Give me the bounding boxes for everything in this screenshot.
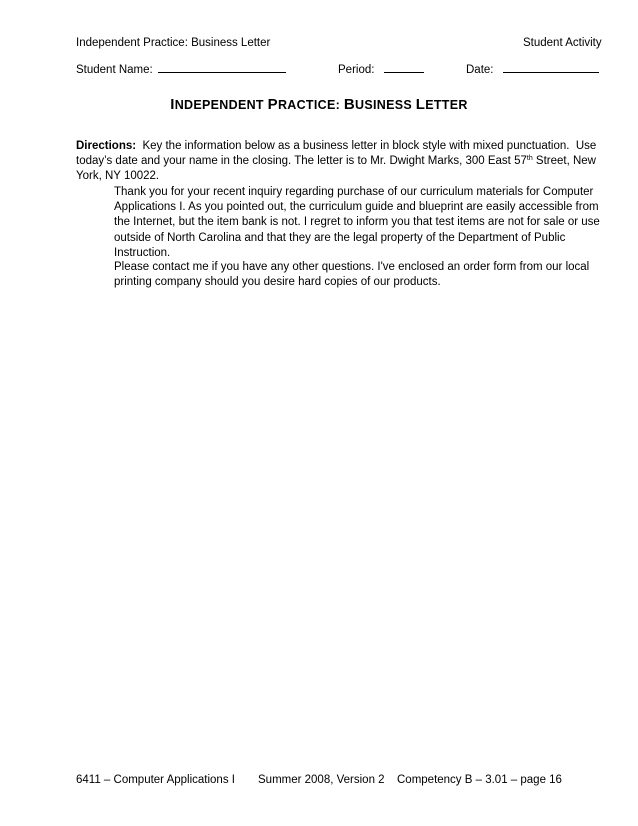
letter-p1-line: Applications I. As you pointed out, the curriculum guide and blueprint are easily accessible from	[114, 201, 599, 214]
header-right: Student Activity	[523, 37, 602, 49]
directions-label: Directions:	[76, 140, 137, 152]
period-blank	[384, 71, 424, 73]
title-cap-2: P	[267, 96, 278, 113]
directions-line-2	[76, 154, 596, 169]
directions-paragraph	[76, 139, 596, 185]
directions-line-3: York, NY 10022.	[76, 170, 160, 183]
directions-superscript: th	[526, 155, 533, 163]
date-field	[466, 64, 599, 76]
title-rest-2: RACTICE:	[277, 98, 341, 112]
letter-p1-line: outside of North Carolina and that they are the legal property of the Department of Public	[114, 231, 566, 244]
page-title	[0, 96, 638, 113]
student-name-blank	[158, 71, 286, 73]
title-rest-4: ETTER	[425, 98, 468, 112]
period-label: Period:	[338, 64, 375, 76]
letter-p2-line: printing company should you desire hard copies of our products.	[114, 276, 441, 289]
footer-course: 6411 – Computer Applications I	[76, 774, 235, 786]
title-cap-3: B	[343, 96, 355, 113]
date-blank	[503, 71, 599, 73]
period-field	[338, 64, 424, 76]
directions-text-2: today’s date and your name in the closing. The letter is to Mr. Dwight Marks, 300 East 57	[76, 155, 527, 168]
student-name-field	[76, 64, 286, 76]
footer-version: Summer 2008, Version 2	[258, 774, 385, 786]
directions-text-1: Key the information below as a business letter in block style with mixed punctuation. Use	[136, 140, 597, 152]
title-rest-3: USINESS	[355, 98, 412, 112]
letter-p1-line: Thank you for your recent inquiry regarding purchase of our curriculum materials for Computer	[114, 186, 594, 198]
letter-p2-line: Please contact me if you have any other questions. I've enclosed an order form from our local	[114, 261, 590, 273]
date-label: Date:	[466, 64, 494, 76]
student-name-label: Student Name:	[76, 64, 153, 76]
footer-competency: Competency B – 3.01 – page 16	[397, 774, 562, 786]
letter-paragraph-2	[114, 260, 589, 290]
letter-p1-line: Instruction.	[114, 246, 171, 259]
directions-text-2b: Street, New	[532, 155, 596, 168]
title-cap-4: L	[415, 96, 426, 113]
letter-paragraph-1	[114, 185, 600, 261]
directions-line-1	[76, 139, 596, 154]
letter-p1-line: the Internet, but the item bank is not. I regret to inform you that test items are not for sale or use	[114, 216, 600, 229]
title-cap-1: I	[170, 96, 175, 113]
title-rest-1: NDEPENDENT	[174, 98, 264, 112]
header-left: Independent Practice: Business Letter	[76, 37, 271, 49]
